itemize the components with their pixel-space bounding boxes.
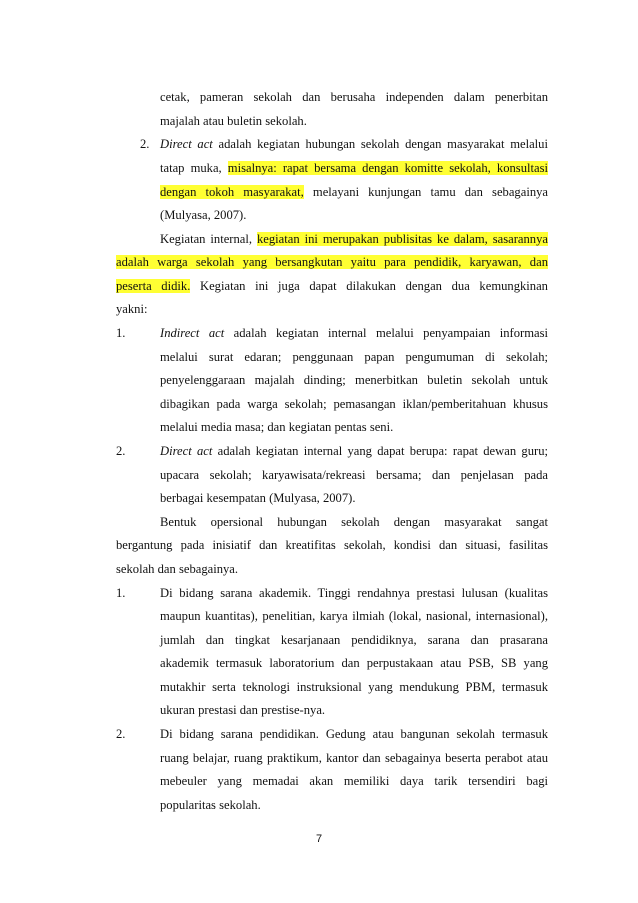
list-item-line: berbagai kesempatan (Mulyasa, 2007). xyxy=(160,491,356,505)
paragraph-line xyxy=(160,230,548,248)
list-item-line: melalui media masa; dan kegiatan pentas seni. xyxy=(160,420,394,434)
list-item-line xyxy=(160,324,548,342)
paragraph-line xyxy=(116,253,548,271)
list-item-line: akademik termasuk laboratorium dan perpustakaan atau PSB, SB yang xyxy=(160,656,548,670)
list-item-line: ruang belajar, ruang praktikum, kantor dan sebagainya beserta perabot atau xyxy=(160,751,548,765)
list-item-line xyxy=(160,442,548,460)
highlighted-text: peserta didik. xyxy=(116,279,191,293)
list-item-line xyxy=(160,183,548,201)
highlighted-text: kegiatan ini merupakan publisitas ke dalam, sasarannya xyxy=(257,232,548,246)
text-span: Kegiatan ini juga dapat dilakukan dengan dua kemungkinan xyxy=(200,279,548,293)
text-line: majalah atau buletin sekolah. xyxy=(160,114,307,128)
list-number: 2. xyxy=(140,137,150,151)
term-italic: Direct act xyxy=(160,444,213,458)
list-item-line: Di bidang sarana akademik. Tinggi rendahnya prestasi lulusan (kualitas xyxy=(160,586,548,600)
list-item-line: ukuran prestasi dan prestise-nya. xyxy=(160,703,326,717)
highlighted-text: dengan tokoh masyarakat, xyxy=(160,185,304,199)
paragraph-line xyxy=(116,277,548,295)
text-span: tatap muka, xyxy=(160,161,222,175)
list-item-line: dibagikan pada warga sekolah; pemasangan iklan/pemberitahuan khusus xyxy=(160,397,548,411)
paragraph-line: sekolah dan sebagainya. xyxy=(116,562,239,576)
paragraph-line: bergantung pada inisiatif dan kreatifitas sekolah, kondisi dan situasi, fasilitas xyxy=(116,538,548,552)
list-item-line: (Mulyasa, 2007). xyxy=(160,208,247,222)
list-item-line xyxy=(160,135,548,153)
term-italic: Indirect act xyxy=(160,326,225,340)
list-number: 1. xyxy=(116,586,126,600)
list-item-line: maupun kuantitas), penelitian, karya ilmiah (lokal, nasional, internasional), xyxy=(160,609,548,623)
list-item-line: upacara sekolah; karyawisata/rekreasi bersama; dan penjelasan pada xyxy=(160,468,548,482)
highlighted-text: adalah warga sekolah yang bersangkutan yaitu para pendidik, karyawan, dan xyxy=(116,255,548,269)
text-line: cetak, pameran sekolah dan berusaha independen dalam penerbitan xyxy=(160,90,548,104)
list-number: 2. xyxy=(116,444,126,458)
list-item-line: jumlah dan tingkat kesarjanaan pendidiknya, sarana dan prasarana xyxy=(160,633,548,647)
paragraph-line: Bentuk opersional hubungan sekolah dengan masyarakat sangat xyxy=(160,515,548,529)
text-span: adalah kegiatan internal yang dapat berupa: rapat dewan guru; xyxy=(217,444,548,458)
text-span: melayani kunjungan tamu dan sebagainya xyxy=(312,185,549,199)
highlighted-text: misalnya: rapat bersama dengan komitte sekolah, konsultasi xyxy=(227,161,548,175)
list-item-line: mutakhir serta teknologi instruksional yang mendukung PBM, termasuk xyxy=(160,680,548,694)
list-item-line xyxy=(160,159,548,177)
page-number: 7 xyxy=(315,833,323,845)
text-span: adalah kegiatan internal melalui penyampaian informasi xyxy=(233,326,548,340)
list-item-line: penyelenggaraan majalah dinding; menerbitkan buletin sekolah untuk xyxy=(160,373,548,387)
text-span: adalah kegiatan hubungan sekolah dengan masyarakat melalui xyxy=(218,137,548,151)
text-span: Kegiatan internal, xyxy=(160,232,253,246)
list-number: 2. xyxy=(116,727,126,741)
list-item-line: melalui surat edaran; penggunaan papan pengumuman di sekolah; xyxy=(160,350,548,364)
list-item-line: popularitas sekolah. xyxy=(160,798,261,812)
paragraph-line: yakni: xyxy=(116,302,148,316)
list-item-line: Di bidang sarana pendidikan. Gedung atau bangunan sekolah termasuk xyxy=(160,727,548,741)
list-number: 1. xyxy=(116,326,126,340)
term-italic: Direct act xyxy=(160,137,213,151)
list-item-line: mebeuler yang memadai akan memiliki daya tarik tersendiri bagi xyxy=(160,774,548,788)
